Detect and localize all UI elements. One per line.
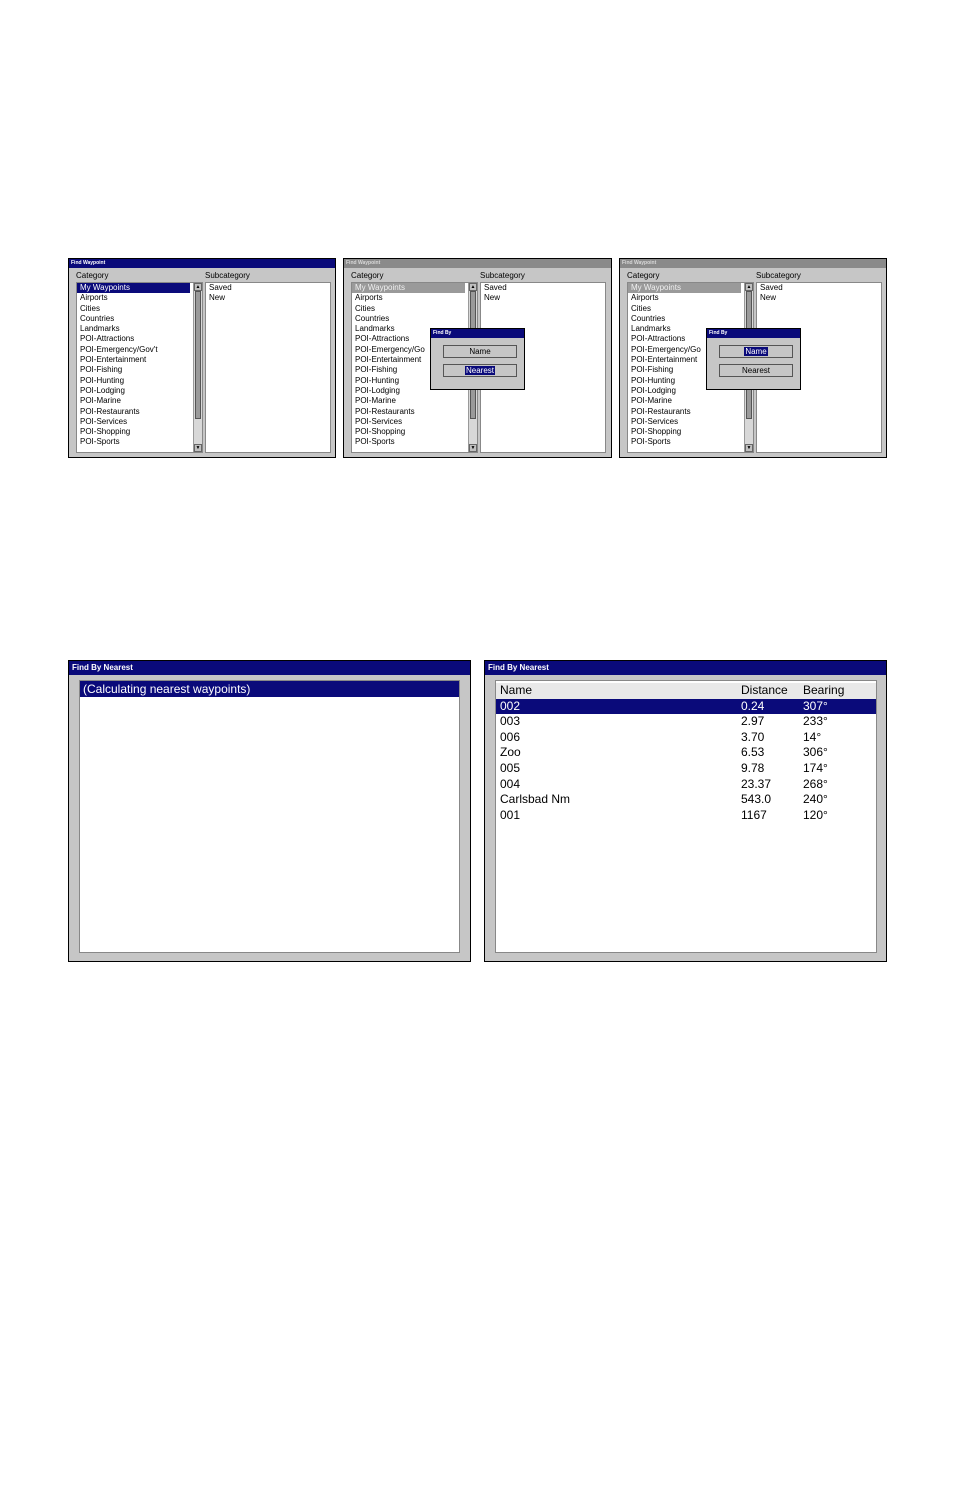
waypoint-distance: 1167	[741, 807, 767, 822]
category-header: Category	[76, 271, 109, 280]
window-title: Find Waypoint	[344, 259, 611, 268]
subcategory-item[interactable]: New	[209, 293, 226, 303]
scroll-down-icon[interactable]: ▼	[470, 445, 476, 451]
nearest-button-label: Nearest	[741, 366, 770, 375]
category-item[interactable]: Landmarks	[631, 324, 671, 334]
category-item[interactable]: Countries	[355, 313, 390, 323]
waypoint-distance: 543.0	[741, 792, 772, 807]
table-row[interactable]	[496, 808, 876, 824]
category-item[interactable]: Countries	[631, 313, 666, 323]
category-item[interactable]: POI-Lodging	[631, 385, 676, 395]
category-item[interactable]: My Waypoints	[352, 283, 465, 293]
category-item[interactable]: Airports	[631, 293, 659, 303]
waypoint-name: 004	[500, 776, 521, 791]
subcategory-header: Subcategory	[480, 271, 525, 280]
find-waypoint-screen-1	[68, 258, 336, 458]
waypoint-bearing: 233°	[803, 714, 828, 729]
subcategory-item[interactable]: Saved	[760, 283, 783, 292]
subcategory-header: Subcategory	[205, 271, 250, 280]
waypoint-name: 003	[500, 714, 521, 729]
waypoint-name: Carlsbad Nm	[500, 792, 571, 807]
scroll-up-icon[interactable]: ▲	[195, 284, 201, 290]
waypoint-distance: 3.70	[741, 729, 765, 744]
category-item[interactable]: POI-Restaurants	[355, 406, 415, 416]
category-item[interactable]: Landmarks	[80, 324, 120, 334]
category-item[interactable]: POI-Attractions	[355, 334, 410, 344]
waypoint-bearing: 174°	[803, 761, 828, 775]
waypoint-distance: 23.37	[741, 776, 772, 791]
category-header: Category	[351, 271, 384, 280]
waypoint-distance: 0.24	[741, 698, 765, 713]
category-item[interactable]: POI-Entertainment	[355, 355, 422, 365]
category-item[interactable]: POI-Services	[80, 416, 128, 426]
waypoint-bearing: 268°	[803, 776, 828, 791]
scroll-thumb[interactable]	[195, 291, 201, 419]
category-item[interactable]: Cities	[80, 303, 101, 313]
category-item[interactable]: POI-Emergency/Go	[355, 344, 425, 354]
results-box	[79, 680, 460, 953]
category-item[interactable]: POI-Hunting	[80, 375, 125, 385]
category-item[interactable]: POI-Entertainment	[80, 355, 147, 365]
category-item[interactable]: POI-Attractions	[631, 334, 686, 344]
category-item[interactable]: POI-Attractions	[80, 334, 135, 344]
category-item[interactable]: POI-Services	[355, 416, 403, 426]
category-item[interactable]: Airports	[80, 293, 108, 303]
table-header	[496, 683, 876, 699]
waypoint-name: 001	[500, 807, 521, 822]
category-item[interactable]: POI-Sports	[80, 437, 120, 447]
scroll-down-icon[interactable]: ▼	[746, 445, 752, 451]
category-item[interactable]: POI-Services	[631, 416, 679, 426]
waypoint-name: Zoo	[500, 745, 521, 760]
category-item[interactable]: POI-Entertainment	[631, 355, 698, 365]
category-item[interactable]: My Waypoints	[628, 283, 741, 293]
category-item[interactable]: POI-Shopping	[80, 427, 131, 437]
find-waypoint-screen-2	[343, 258, 612, 458]
name-button-label: Name	[745, 347, 767, 356]
table-row[interactable]	[496, 777, 876, 793]
category-item[interactable]: POI-Lodging	[355, 385, 400, 395]
category-item[interactable]: POI-Fishing	[631, 365, 674, 375]
category-item[interactable]: POI-Marine	[355, 396, 396, 406]
table-row[interactable]	[496, 714, 876, 730]
subcategory-item[interactable]: Saved	[484, 283, 507, 292]
window-title: Find By Nearest	[69, 661, 470, 675]
category-item[interactable]: POI-Marine	[631, 396, 672, 406]
category-item[interactable]: My Waypoints	[77, 283, 190, 293]
waypoint-bearing: 306°	[803, 745, 828, 760]
category-item[interactable]: POI-Shopping	[355, 427, 406, 437]
waypoint-name: 002	[500, 698, 521, 713]
scroll-down-icon[interactable]: ▼	[195, 445, 201, 451]
category-item[interactable]: Airports	[355, 293, 383, 303]
name-button[interactable]	[443, 345, 517, 358]
waypoint-distance: 2.97	[741, 714, 765, 729]
category-item[interactable]: POI-Lodging	[80, 385, 125, 395]
category-item[interactable]: Landmarks	[355, 324, 395, 334]
category-item[interactable]: POI-Shopping	[631, 427, 682, 437]
table-row[interactable]	[496, 699, 876, 715]
dialog-title: Find By	[707, 329, 800, 338]
table-row[interactable]	[496, 792, 876, 808]
category-item[interactable]: POI-Restaurants	[631, 406, 691, 416]
window-title: Find By Nearest	[485, 661, 886, 675]
window-title: Find Waypoint	[69, 259, 335, 268]
category-item[interactable]: POI-Marine	[80, 396, 121, 406]
name-button-label: Name	[469, 347, 491, 356]
nearest-button[interactable]	[443, 364, 517, 377]
subcategory-header: Subcategory	[756, 271, 801, 280]
category-item[interactable]: POI-Hunting	[631, 375, 676, 385]
table-row[interactable]	[496, 761, 876, 777]
category-header: Category	[627, 271, 660, 280]
waypoint-name: 006	[500, 729, 521, 744]
calculating-message: (Calculating nearest waypoints)	[80, 681, 459, 697]
subcategory-list[interactable]	[205, 282, 331, 453]
subcategory-item[interactable]: New	[760, 293, 777, 303]
category-item[interactable]: POI-Hunting	[355, 375, 400, 385]
column-header-name: Name	[500, 683, 533, 697]
waypoint-bearing: 120°	[803, 807, 828, 822]
waypoint-bearing: 240°	[803, 792, 828, 807]
category-list[interactable]	[76, 282, 203, 453]
window-title: Find Waypoint	[620, 259, 886, 268]
category-item[interactable]: POI-Sports	[355, 437, 395, 447]
subcategory-item[interactable]: Saved	[209, 283, 232, 292]
column-header-bearing: Bearing	[803, 683, 845, 697]
name-button[interactable]	[719, 345, 793, 358]
table-row[interactable]	[496, 745, 876, 761]
scroll-up-icon[interactable]: ▲	[746, 284, 752, 290]
find-by-nearest-calculating-screen	[68, 660, 471, 962]
find-by-dialog	[706, 328, 801, 390]
find-by-dialog	[430, 328, 525, 390]
waypoint-bearing: 307°	[803, 698, 828, 713]
find-by-nearest-results-screen	[484, 660, 887, 962]
results-table	[495, 680, 877, 953]
dialog-title: Find By	[431, 329, 524, 338]
category-item[interactable]: Cities	[355, 303, 376, 313]
waypoint-distance: 9.78	[741, 761, 765, 775]
scroll-up-icon[interactable]: ▲	[470, 284, 476, 290]
column-header-distance: Distance	[741, 683, 788, 697]
category-item[interactable]: POI-Emergency/Go	[631, 344, 701, 354]
category-item[interactable]: POI-Restaurants	[80, 406, 140, 416]
subcategory-item[interactable]: New	[484, 293, 501, 303]
nearest-button-label: Nearest	[465, 366, 494, 375]
waypoint-distance: 6.53	[741, 745, 765, 760]
category-scrollbar[interactable]	[193, 283, 202, 452]
waypoint-name: 005	[500, 761, 521, 775]
find-waypoint-screen-3	[619, 258, 887, 458]
nearest-button[interactable]	[719, 364, 793, 377]
category-item[interactable]: POI-Sports	[631, 437, 671, 447]
category-item[interactable]: POI-Fishing	[355, 365, 398, 375]
table-row[interactable]	[496, 730, 876, 746]
category-item[interactable]: Countries	[80, 313, 115, 323]
category-item[interactable]: POI-Emergency/Gov't	[80, 344, 158, 354]
category-item[interactable]: Cities	[631, 303, 652, 313]
category-item[interactable]: POI-Fishing	[80, 365, 123, 375]
waypoint-bearing: 14°	[803, 729, 822, 744]
